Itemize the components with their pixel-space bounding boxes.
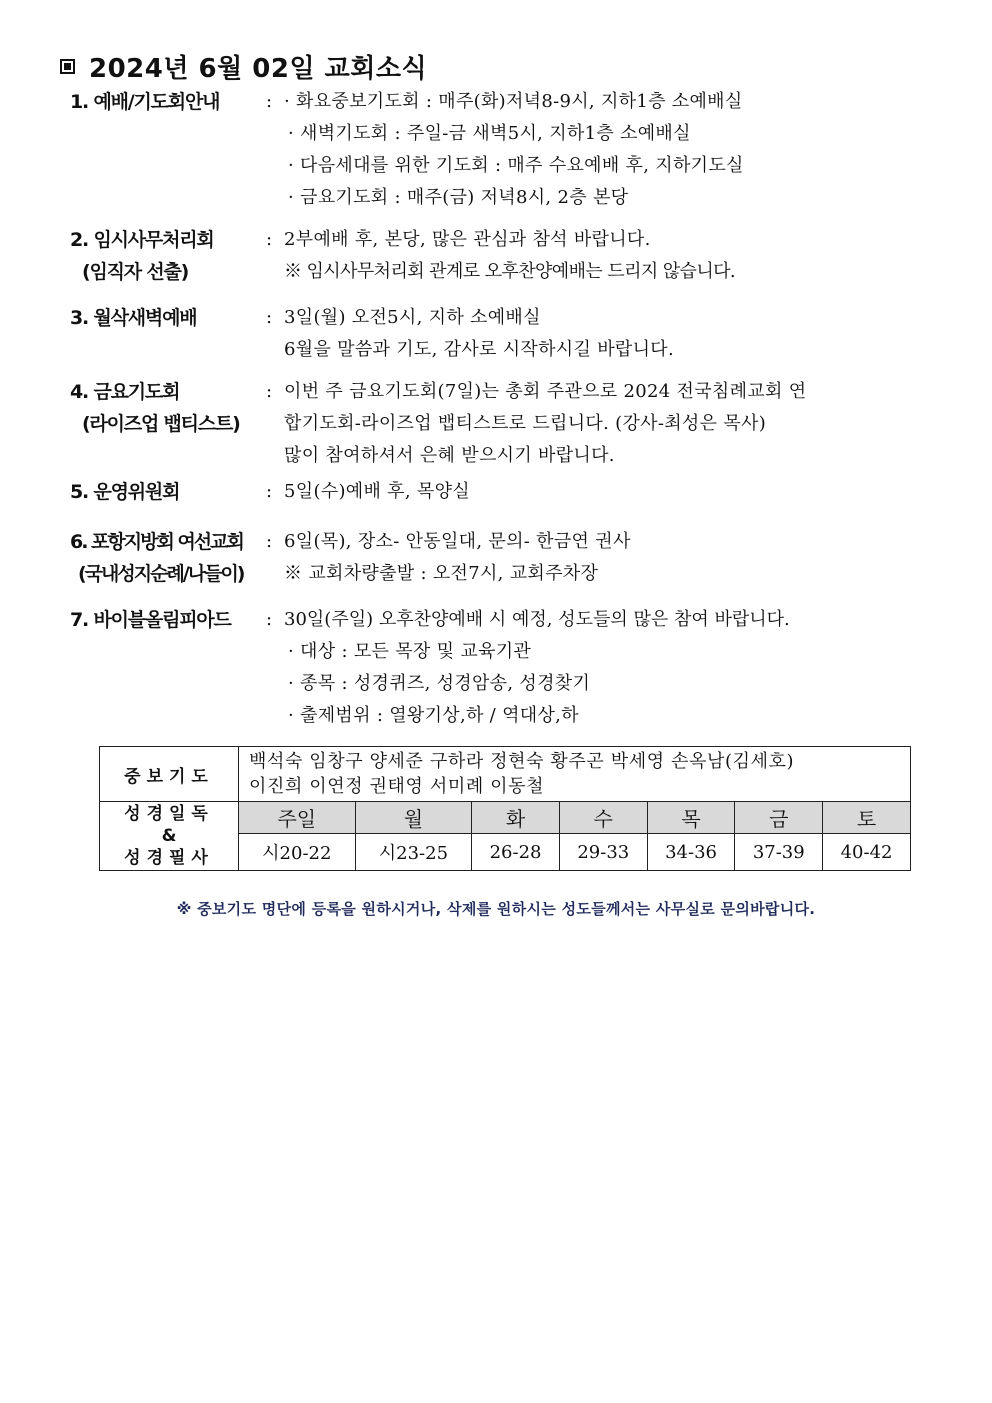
colon: : — [266, 91, 273, 112]
page-title — [60, 48, 427, 84]
notice-content: 6일(목), 장소- 안동일대, 문의- 한금연 권사 ※ 교회차량출발 : 오전7시, 교회주차장 — [284, 531, 631, 584]
notice-label: 7. 바이블올림피아드 — [70, 609, 231, 631]
square-bullet-icon — [60, 59, 75, 74]
colon: : — [266, 609, 273, 630]
day-cell: 화 — [472, 802, 560, 834]
notice-content: 2부예배 후, 본당, 많은 관심과 참석 바랍니다. ※ 임시사무처리회 관계로 오후찬양예배는 드리지 않습니다. — [284, 229, 736, 282]
notice-label: 5. 운영위원회 — [70, 481, 180, 503]
notice-content: 3일(월) 오전5시, 지하 소예배실 6월을 말씀과 기도, 감사로 시작하시길 바랍니다. — [284, 307, 674, 360]
day-cell: 주일 — [239, 802, 356, 834]
notice-content: 5일(수)예배 후, 목양실 — [284, 481, 470, 502]
range-cell: 37-39 — [735, 834, 823, 871]
notice-label: 6. 포항지방회 여선교회 (국내성지순례/나들이) — [70, 531, 244, 585]
reading-days-row — [100, 802, 911, 834]
day-cell: 토 — [823, 802, 911, 834]
notice-content: · 화요중보기도회 : 매주(화)저녁8-9시, 지하1층 소예배실 · 새벽기도회 : 주일-금 새벽5시, 지하1층 소예배실 · 다음세대를 위한 기도회 : 매주 수요예배 후, 지하기도실 · 금요기도회 : 매주(금) 저녁8시, 2층 본당 — [284, 91, 744, 208]
colon: : — [266, 229, 273, 250]
range-cell: 34-36 — [647, 834, 735, 871]
notice-label: 4. 금요기도회 (라이즈업 뱁티스트) — [70, 381, 240, 435]
day-cell: 금 — [735, 802, 823, 834]
notice-label: 1. 예배/기도회안내 — [70, 91, 220, 113]
colon: : — [266, 307, 273, 328]
colon: : — [266, 481, 273, 502]
page-title-text: 2024년 6월 02일 교회소식 — [89, 53, 428, 84]
notice-label: 2. 임시사무처리회 (임직자 선출) — [70, 229, 214, 283]
notice-content: 30일(주일) 오후찬양예배 시 예정, 성도들의 많은 참여 바랍니다. · 대상 : 모든 목장 및 교육기관 · 종목 : 성경퀴즈, 성경암송, 성경찾기 · 출제범위 : 열왕기상,하 / 역대상,하 — [284, 609, 790, 726]
day-cell: 월 — [355, 802, 472, 834]
day-cell: 목 — [647, 802, 735, 834]
prayer-row — [100, 747, 911, 802]
prayer-header: 중보기도 — [100, 747, 239, 802]
range-cell: 40-42 — [823, 834, 911, 871]
reading-header: 성경일독 & 성경필사 — [100, 802, 239, 871]
range-cell: 시20-22 — [239, 834, 356, 871]
colon: : — [266, 531, 273, 552]
range-cell: 29-33 — [559, 834, 647, 871]
notice-label: 3. 월삭새벽예배 — [70, 307, 197, 329]
range-cell: 시23-25 — [355, 834, 472, 871]
prayer-reading-table — [99, 746, 911, 871]
range-cell: 26-28 — [472, 834, 560, 871]
day-cell: 수 — [559, 802, 647, 834]
colon: : — [266, 381, 273, 402]
footer-note: ※ 중보기도 명단에 등록을 원하시거나, 삭제를 원하시는 성도들께서는 사무실로 문의바랍니다. — [176, 900, 816, 918]
prayer-names: 백석숙 임창구 양세준 구하라 정현숙 황주곤 박세영 손옥남(김세호) 이진희 이연정 권태영 서미례 이동철 — [239, 747, 911, 802]
notice-content: 이번 주 금요기도회(7일)는 총회 주관으로 2024 전국침례교회 연 합기도회-라이즈업 뱁티스트로 드립니다. (강사-최성은 목사) 많이 참여하셔서 은혜 받으시기 바랍니다. — [284, 381, 807, 466]
